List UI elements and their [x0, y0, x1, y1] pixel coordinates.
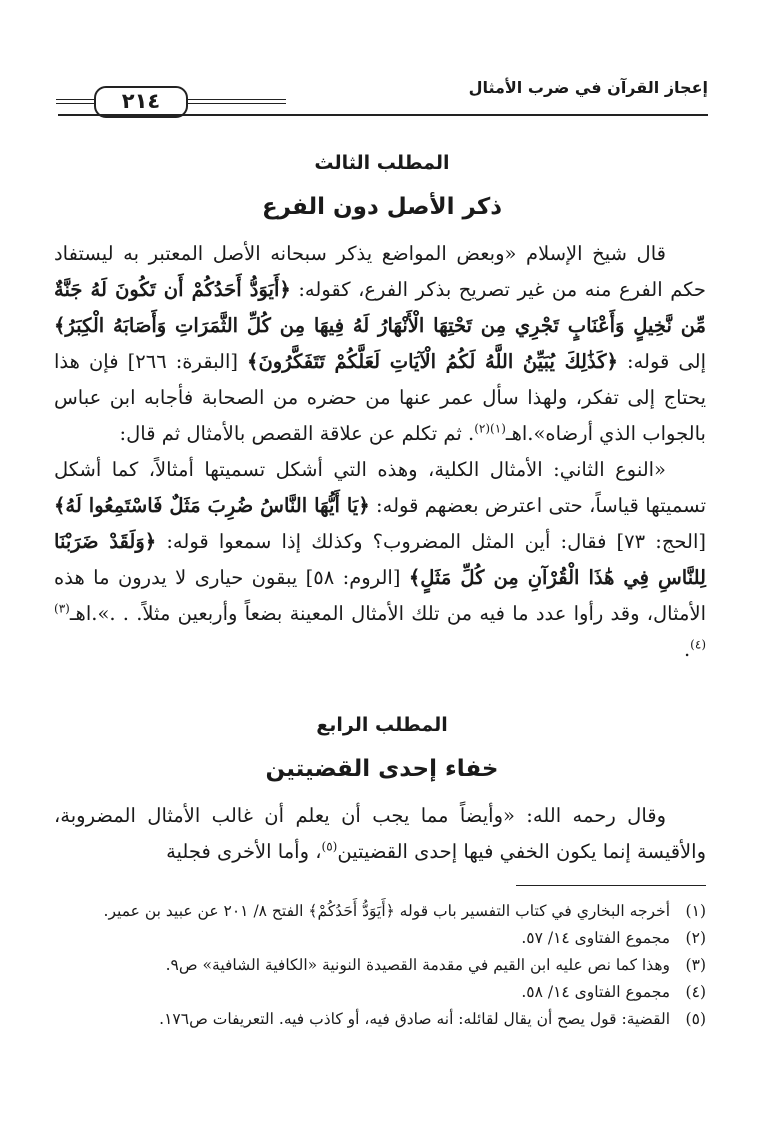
text-run: [الحج: ٧٣] فقال: أين المثل المضروب؟ وكذلك إذا سمعوا قوله: — [156, 530, 706, 553]
footnote — [54, 979, 706, 1006]
footnote-ref: (٥) — [321, 839, 338, 854]
quran-verse: ﴿أَيَوَدُّ أَحَدُكُمْ أَن تَكُونَ لَهُ جَنَّةٌ مِّن نَّخِيلٍ وَأَعْنَابٍ تَجْرِي مِن تَحْتِهَا الْأَنْهَارُ لَهُ فِيهَا مِن كُلِّ الثَّمَرَاتِ وَأَصَابَهُ الْكِبَرُ﴾ — [54, 278, 706, 337]
text-run: . — [683, 638, 691, 661]
footnote-text: القضية: قول يصح أن يقال لقائله: أنه صادق فيه، أو كاذب فيه. التعريفات ص١٧٦. — [159, 1010, 670, 1028]
text-run: . ثم تكلم عن علاقة القصص بالأمثال ثم قال: — [119, 422, 475, 445]
paragraph — [54, 236, 706, 452]
footnote-text: أخرجه البخاري في كتاب التفسير باب قوله ﴿أَيَوَدُّ أَحَدُكُمْ﴾ الفتح ٨/ ٢٠١ عن عبيد بن عمير. — [103, 902, 670, 920]
text-run: إلى قوله: — [617, 350, 707, 373]
text-run: «النوع الثاني: الأمثال الكلية، وهذه التي أشكل تسميتها أمثالاً، كما أشكل تسميتها قياساً، حتى اعترض بعضهم قوله: — [54, 458, 706, 517]
section-label-3: المطلب الثالث — [314, 152, 450, 174]
quran-verse: ﴿يَا أَيُّهَا النَّاسُ ضُرِبَ مَثَلٌ فَاسْتَمِعُوا لَهُ﴾ — [54, 494, 370, 517]
footnote-separator — [516, 885, 706, 886]
ornament-line-left — [56, 99, 94, 104]
section-3-body — [54, 236, 706, 668]
footnote-text: وهذا كما نص عليه ابن القيم في مقدمة القصيدة النونية «الكافية الشافية» ص٩. — [165, 956, 670, 974]
footnote — [54, 925, 706, 952]
section-title-3: ذكر الأصل دون الفرع — [261, 194, 503, 220]
running-title: إعجاز القرآن في ضرب الأمثال — [468, 78, 708, 97]
footnote-text: مجموع الفتاوى ١٤/ ٥٨. — [521, 983, 670, 1001]
footnote-number: (٥) — [685, 1010, 706, 1028]
text-run: وقال رحمه الله: «وأيضاً مما يجب أن يعلم أن غالب الأمثال المضروبة، والأقيسة إنما يكون الخفي فيها إحدى القضيتين — [54, 804, 706, 863]
section-title-4: خفاء إحدى القضيتين — [265, 756, 499, 782]
page-header — [56, 74, 708, 120]
quran-verse: ﴿وَلَقَدْ ضَرَبْنَا لِلنَّاسِ فِي هَٰذَا الْقُرْآنِ مِن كُلِّ مَثَلٍ﴾ — [54, 530, 706, 589]
text-run: ، وأما الأخرى فجلية — [166, 840, 322, 863]
section-label-4: المطلب الرابع — [316, 714, 448, 736]
paragraph — [54, 798, 706, 870]
footnote-text: مجموع الفتاوى ١٤/ ٥٧. — [521, 929, 670, 947]
page-number: ٢١٤ — [94, 86, 188, 118]
footnotes — [54, 898, 706, 1033]
text-run: [البقرة: ٢٦٦] فإن هذا يحتاج إلى تفكر، ولهذا سأل عمر عنها من حضره من الصحابة فأجابه ابن عباس بالجواب الذي أرضاه».اهـ — [54, 350, 706, 445]
header-rule — [58, 114, 708, 116]
footnote-number: (١) — [685, 902, 706, 920]
footnote-number: (٢) — [685, 929, 706, 947]
footnote-ref: (١)(٢) — [474, 421, 506, 436]
footnote-number: (٤) — [685, 983, 706, 1001]
text-run: قال شيخ الإسلام «وبعض المواضع يذكر سبحانه الأصل المعتبر به ليستفاد حكم الفرع منه من غير تصريح بذكر الفرع، كقوله: — [54, 242, 706, 301]
footnote-number: (٣) — [685, 956, 706, 974]
ornament-line-right — [184, 99, 286, 104]
quran-verse: ﴿كَذَٰلِكَ يُبَيِّنُ اللَّهُ لَكُمُ الْآيَاتِ لَعَلَّكُمْ تَتَفَكَّرُونَ﴾ — [247, 350, 618, 373]
paragraph — [54, 452, 706, 668]
footnote — [54, 1006, 706, 1033]
footnote — [54, 952, 706, 979]
footnote-ref: (٣)(٤) — [54, 601, 706, 652]
text-run: [الروم: ٥٨] يبقون حيارى لا يدرون ما هذه الأمثال، وقد رأوا عدد ما فيه من تلك الأمثال المعينة بضعاً وأربعين مثلاً. . .».اهـ — [54, 566, 706, 625]
section-4-body — [54, 798, 706, 870]
page-number-ornament — [56, 86, 286, 116]
footnote — [54, 898, 706, 925]
